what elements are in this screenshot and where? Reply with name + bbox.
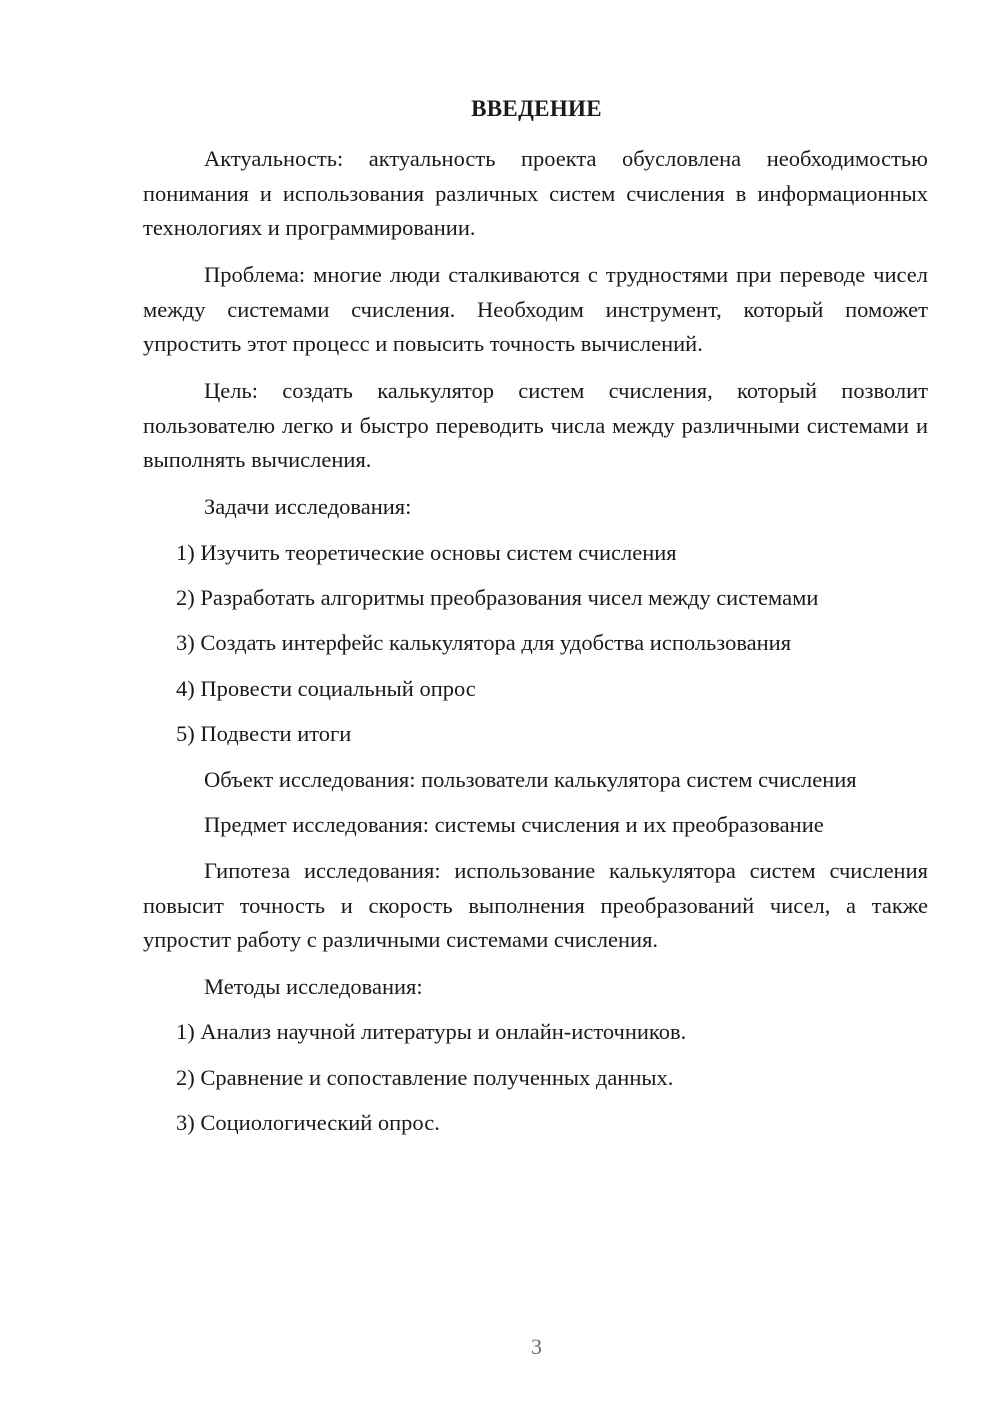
paragraph-goal: Цель: создать калькулятор систем счисления, который позволит пользователю легко и быстро переводить числа между различными системами и выполнять вычисления.	[143, 378, 928, 472]
task-item: 3) Создать интерфейс калькулятора для удобства использования	[176, 630, 792, 655]
page-number: 3	[531, 1334, 542, 1359]
research-subject: Предмет исследования: системы счисления и их преобразование	[204, 812, 824, 837]
task-item: 5) Подвести итоги	[176, 721, 352, 746]
page-title: ВВЕДЕНИЕ	[471, 96, 602, 121]
research-object: Объект исследования: пользователи калькулятора систем счисления	[204, 767, 857, 792]
paragraph-relevance: Актуальность: актуальность проекта обусловлена необходимостью понимания и использования различных систем счисления в информационных технологиях и программировании.	[143, 146, 928, 240]
task-item: 4) Провести социальный опрос	[176, 676, 476, 701]
method-item: 1) Анализ научной литературы и онлайн-источников.	[176, 1019, 687, 1044]
paragraph-hypothesis: Гипотеза исследования: использование калькулятора систем счисления повысит точность и скорость выполнения преобразований чисел, а также упростит работу с различными системами счисления.	[143, 858, 928, 952]
method-item: 3) Социологический опрос.	[176, 1110, 440, 1135]
tasks-heading: Задачи исследования:	[204, 494, 412, 519]
task-item: 1) Изучить теоретические основы систем счисления	[176, 540, 677, 565]
task-item: 2) Разработать алгоритмы преобразования чисел между системами	[176, 585, 819, 610]
methods-heading: Методы исследования:	[204, 974, 423, 999]
paragraph-problem: Проблема: многие люди сталкиваются с трудностями при переводе чисел между системами счисления. Необходим инструмент, который поможет упростить этот процесс и повысить точность вычислений.	[143, 262, 928, 356]
method-item: 2) Сравнение и сопоставление полученных данных.	[176, 1065, 674, 1090]
